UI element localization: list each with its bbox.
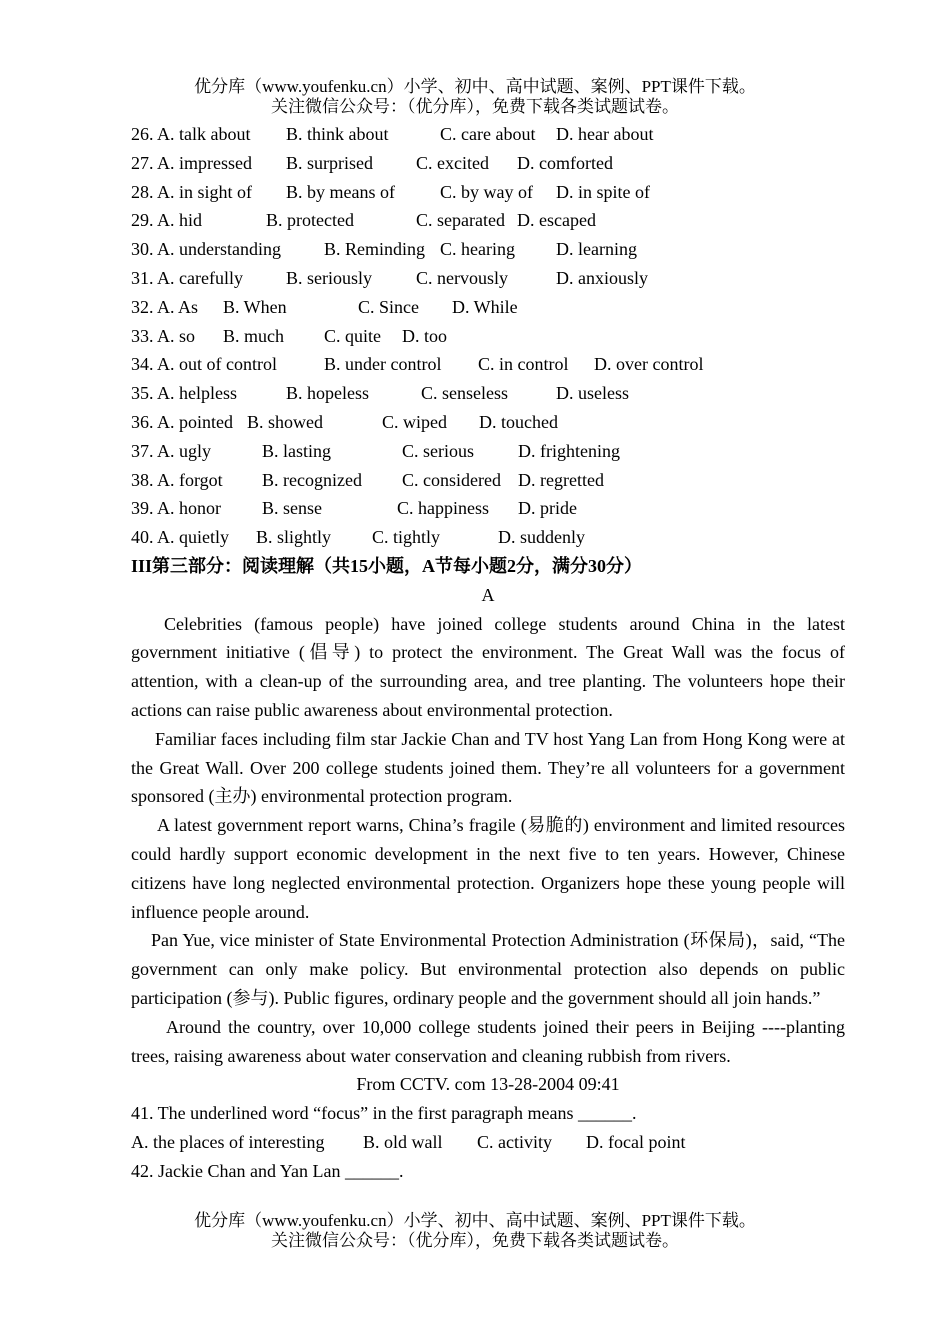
option-a: 37. A. ugly <box>131 440 212 461</box>
option-b: B. recognized <box>262 469 362 490</box>
option-a: 39. A. honor <box>131 498 221 519</box>
option-b: B. sense <box>262 498 322 519</box>
option-d: D. regretted <box>518 469 604 490</box>
option-d: D. While <box>452 296 518 317</box>
question-row-35 <box>131 379 845 408</box>
option-c: C. separated <box>416 210 505 231</box>
option-d: D. in spite of <box>556 181 650 202</box>
option-b: B. slightly <box>256 527 332 548</box>
option-b: B. under control <box>324 354 442 375</box>
option-b: B. surprised <box>286 152 373 173</box>
option-c: C. hearing <box>440 239 515 260</box>
option-a: 31. A. carefully <box>131 267 243 288</box>
option-d: D. focal point <box>586 1131 686 1152</box>
option-d: D. touched <box>479 411 558 432</box>
question-row-31 <box>131 264 845 293</box>
question-41-options <box>131 1128 845 1157</box>
option-d: D. anxiously <box>556 267 648 288</box>
option-c: C. senseless <box>421 383 508 404</box>
question-text: 42. Jackie Chan and Yan Lan ______. <box>131 1160 404 1181</box>
question-row-33 <box>131 322 845 351</box>
option-d: D. suddenly <box>498 527 585 548</box>
option-d: D. frightening <box>518 440 620 461</box>
option-b: B. showed <box>247 411 323 432</box>
option-a: 40. A. quietly <box>131 527 229 548</box>
question-row-39 <box>131 494 845 523</box>
cloze-options-list <box>131 120 845 552</box>
option-c: C. serious <box>402 440 474 461</box>
option-d: D. too <box>402 325 447 346</box>
passage-paragraph: Celebrities (famous people) have joined college students around China in the latest government initiative (倡导) to protect the environment. The Great Wall was the focus of attention, with a clean-up of the surrounding area, and tree planting. The volunteers hope their actions can raise public awareness about environmental protection. <box>131 613 845 720</box>
option-c: C. happiness <box>397 498 489 519</box>
question-row-40 <box>131 523 845 552</box>
option-c: C. wiped <box>382 411 447 432</box>
option-c: C. by way of <box>440 181 533 202</box>
footer-line-1: 优分库（www.youfenku.cn）小学、初中、高中试题、案例、PPT课件下载。 <box>194 1211 756 1230</box>
passage-paragraph: Pan Yue, vice minister of State Environmental Protection Administration (环保局)，said, “The government can only make policy. But environmental protection also depends on public participation (参与). Public figures, ordinary people and the government should all join hands.” <box>131 930 845 1008</box>
option-a: 35. A. helpless <box>131 383 237 404</box>
question-row-38 <box>131 466 845 495</box>
option-b: B. When <box>223 296 287 317</box>
passage-source: From CCTV. com 13-28-2004 09:41 <box>356 1074 620 1095</box>
reading-passage <box>131 610 845 1071</box>
option-c: C. quite <box>324 325 381 346</box>
option-c: C. nervously <box>416 267 508 288</box>
option-d: D. comforted <box>517 152 613 173</box>
question-row-32 <box>131 293 845 322</box>
option-a: 34. A. out of control <box>131 354 277 375</box>
passage-paragraph: A latest government report warns, China’s fragile (易脆的) environment and limited resources could hardly support economic development in the next five to ten years. However, Chinese citizens have long neglected environmental protection. Organizers hope these young people will influence people around. <box>131 815 845 922</box>
option-a: 32. A. As <box>131 296 199 317</box>
option-d: D. useless <box>556 383 629 404</box>
header-line-2: 关注微信公众号：（优分库），免费下载各类试题试卷。 <box>271 97 679 116</box>
question-text: 41. The underlined word “focus” in the first paragraph means ______. <box>131 1103 637 1124</box>
option-a: 38. A. forgot <box>131 469 223 490</box>
option-a: 30. A. understanding <box>131 239 281 260</box>
question-row-36 <box>131 408 845 437</box>
passage-label: A <box>481 584 495 605</box>
option-a: A. the places of interesting <box>131 1131 325 1152</box>
option-b: B. protected <box>266 210 354 231</box>
question-row-29 <box>131 206 845 235</box>
option-a: 33. A. so <box>131 325 196 346</box>
option-b: B. by means of <box>286 181 395 202</box>
passage-paragraph: Familiar faces including film star Jackie Chan and TV host Yang Lan from Hong Kong were at the Great Wall. Over 200 college students joined them. They’re all volunteers for a government sponsored (主办) environmental protection program. <box>131 728 845 807</box>
exam-content <box>131 120 845 1185</box>
question-row-28 <box>131 178 845 207</box>
option-b: B. old wall <box>363 1131 443 1152</box>
option-d: D. hear about <box>556 124 654 144</box>
footer-line-2: 关注微信公众号：（优分库），免费下载各类试题试卷。 <box>271 1231 679 1250</box>
section-title: III第三部分：阅读理解（共15小题，A节每小题2分，满分30分） <box>131 555 643 576</box>
option-c: C. Since <box>358 296 419 317</box>
option-b: B. Reminding <box>324 239 426 260</box>
option-a: 29. A. hid <box>131 210 203 231</box>
option-d: D. escaped <box>517 210 596 231</box>
option-a: 28. A. in sight of <box>131 181 253 202</box>
question-41-stem <box>131 1099 845 1128</box>
option-b: B. think about <box>286 124 389 144</box>
option-c: C. in control <box>478 354 569 375</box>
page-header <box>0 77 950 117</box>
option-b: B. lasting <box>262 440 332 461</box>
option-b: B. hopeless <box>286 383 369 404</box>
option-c: C. care about <box>440 124 536 144</box>
option-c: C. tightly <box>372 527 441 548</box>
question-row-26 <box>131 120 845 149</box>
option-a: 27. A. impressed <box>131 152 252 173</box>
option-d: D. over control <box>594 354 704 375</box>
option-b: B. seriously <box>286 267 373 288</box>
option-a: 36. A. pointed <box>131 411 233 432</box>
question-row-37 <box>131 437 845 466</box>
option-d: D. learning <box>556 239 637 260</box>
header-line-1: 优分库（www.youfenku.cn）小学、初中、高中试题、案例、PPT课件下载。 <box>194 77 756 96</box>
option-c: C. activity <box>477 1131 552 1152</box>
option-a: 26. A. talk about <box>131 124 251 144</box>
page-footer <box>0 1211 950 1251</box>
question-row-30 <box>131 235 845 264</box>
passage-paragraph: Around the country, over 10,000 college students joined their peers in Beijing ----planting trees, raising awareness about water conservation and cleaning rubbish from rivers. <box>131 1016 845 1066</box>
question-row-27 <box>131 149 845 178</box>
question-row-34 <box>131 350 845 379</box>
option-c: C. excited <box>416 152 489 173</box>
option-d: D. pride <box>518 498 577 519</box>
question-42-stem <box>131 1157 845 1186</box>
option-c: C. considered <box>402 469 501 490</box>
option-b: B. much <box>223 325 284 346</box>
